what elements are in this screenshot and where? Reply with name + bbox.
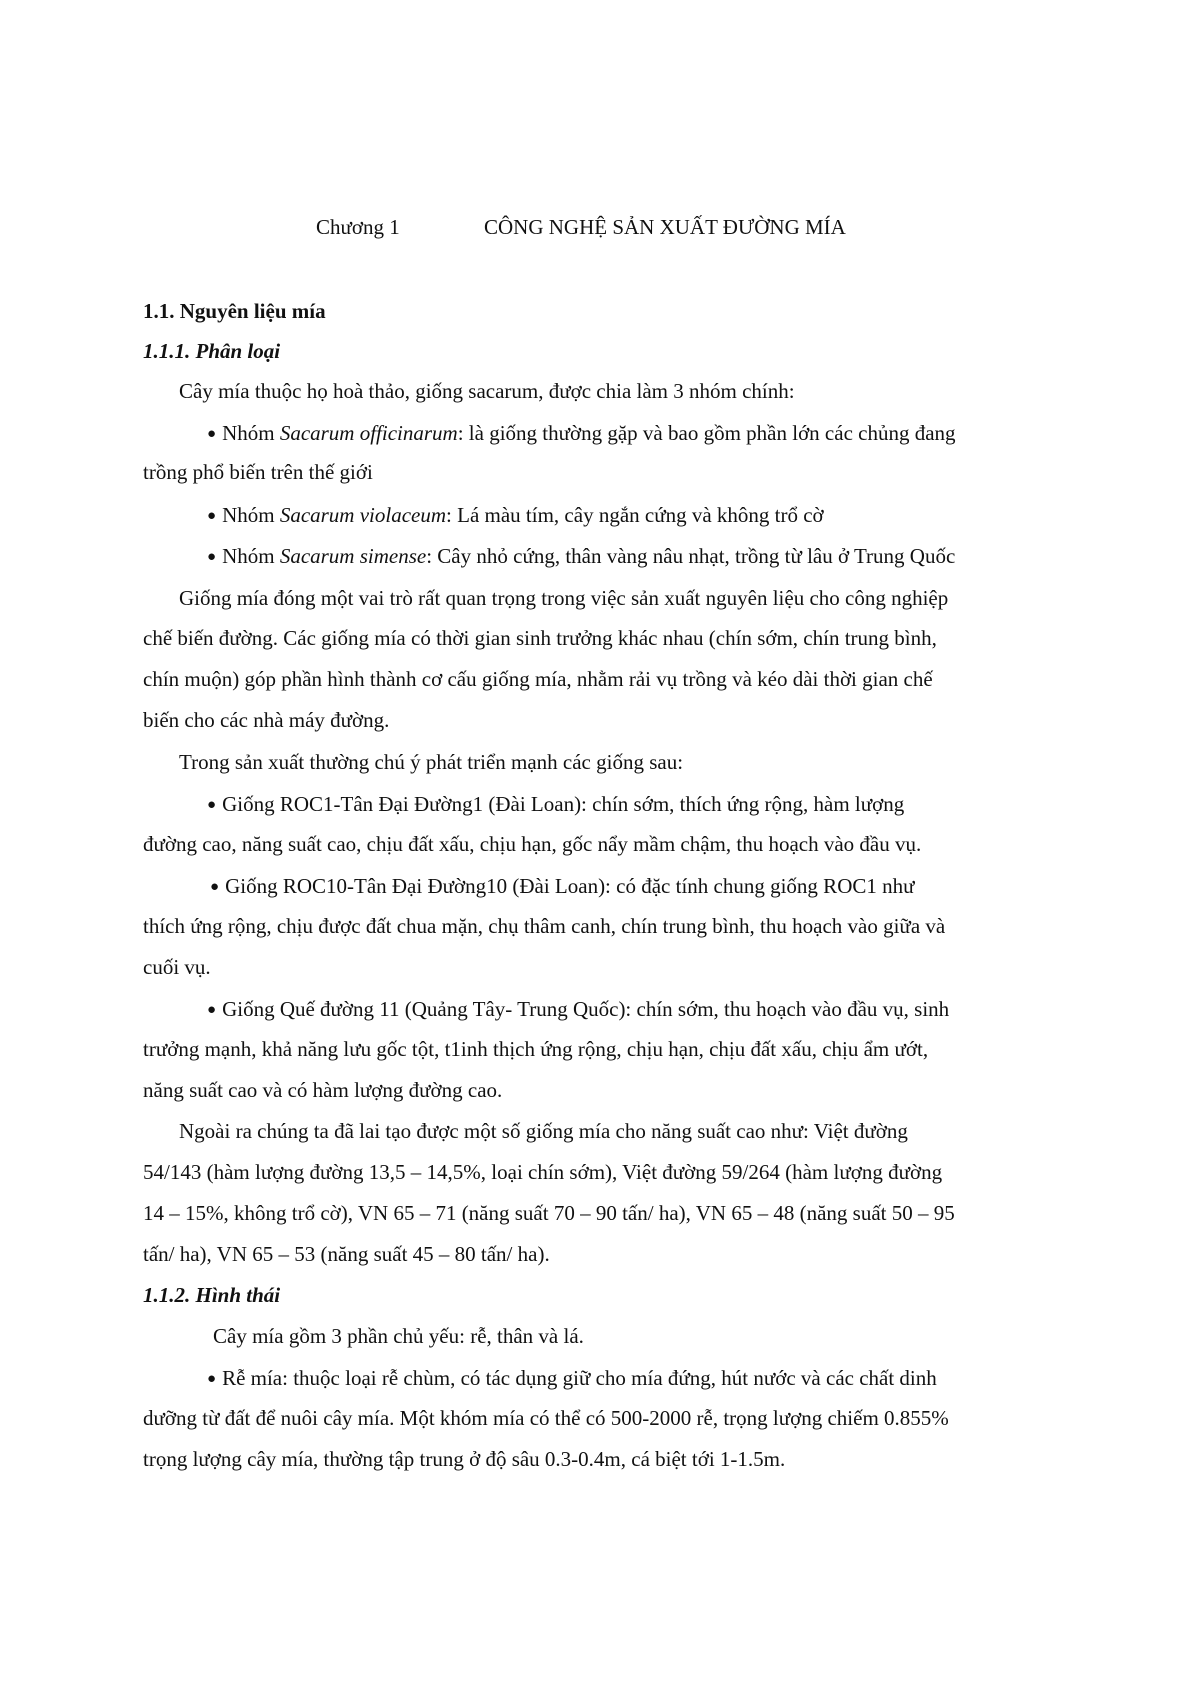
paragraph-bred-line: Ngoài ra chúng ta đã lai tạo được một số giống mía cho năng suất cao như: Việt đường	[179, 1119, 908, 1143]
chapter-title: CÔNG NGHỆ SẢN XUẤT ĐƯỜNG MÍA	[484, 215, 846, 239]
bullet-icon: ●	[207, 1371, 217, 1387]
paragraph-classification: Cây mía thuộc họ hoà thảo, giống sacarum, được chia làm 3 nhóm chính:	[179, 379, 795, 403]
bullet-icon: ●	[210, 879, 220, 895]
list-item-roc10-cont: cuối vụ.	[143, 955, 211, 979]
list-item-que-duong-cont: trưởng mạnh, khả năng lưu gốc tột, t1inh thịch ứng rộng, chịu hạn, chịu đất xấu, chịu ẩm ướt,	[143, 1037, 929, 1061]
section-heading-1-1-1: 1.1.1. Phân loại	[143, 339, 281, 363]
list-item-roc1-cont: đường cao, năng suất cao, chịu đất xấu, chịu hạn, gốc nẩy mầm chậm, thu hoạch vào đầu vụ.	[143, 832, 922, 856]
list-item-roc10-cont: thích ứng rộng, chịu được đất chua mặn, chụ thâm canh, chín trung bình, thu hoạch vào giữa và	[143, 914, 946, 938]
list-item-roc10: ● Giống ROC10-Tân Đại Đường10 (Đài Loan): có đặc tính chung giống ROC1 như	[210, 874, 915, 898]
species-name: Sacarum violaceum	[279, 503, 447, 527]
list-item-violaceum: ● Nhóm Sacarum violaceum: Lá màu tím, cây ngắn cứng và không trổ cờ	[207, 503, 824, 527]
list-item-roots-cont: trọng lượng cây mía, thường tập trung ở độ sâu 0.3-0.4m, cá biệt tới 1-1.5m.	[143, 1447, 786, 1471]
paragraph-varieties-line: Giống mía đóng một vai trò rất quan trọng trong việc sản xuất nguyên liệu cho công nghiệp	[179, 586, 949, 610]
paragraph-parts: Cây mía gồm 3 phần chủ yếu: rễ, thân và lá.	[213, 1324, 584, 1348]
list-item-roc1: ● Giống ROC1-Tân Đại Đường1 (Đài Loan): chín sớm, thích ứng rộng, hàm lượng	[207, 792, 905, 816]
paragraph-varieties-line: chế biến đường. Các giống mía có thời gian sinh trưởng khác nhau (chín sớm, chín trung bình,	[143, 626, 937, 650]
list-item-officinarum-cont: trồng phổ biến trên thế giới	[143, 460, 373, 484]
list-item-simense: ● Nhóm Sacarum simense: Cây nhỏ cứng, thân vàng nâu nhạt, trồng từ lâu ở Trung Quốc	[207, 544, 956, 568]
list-item-que-duong: ● Giống Quế đường 11 (Quảng Tây- Trung Quốc): chín sớm, thu hoạch vào đầu vụ, sinh	[207, 997, 950, 1021]
section-heading-1-1: 1.1. Nguyên liệu mía	[143, 299, 326, 323]
paragraph-bred-line: 14 – 15%, không trổ cờ), VN 65 – 71 (năng suất 70 – 90 tấn/ ha), VN 65 – 48 (năng suất 50 – 95	[143, 1201, 955, 1225]
paragraph-bred-line: 54/143 (hàm lượng đường 13,5 – 14,5%, loại chín sớm), Việt đường 59/264 (hàm lượng đường	[143, 1160, 943, 1184]
list-item-officinarum: ● Nhóm Sacarum officinarum: là giống thường gặp và bao gồm phần lớn các chủng đang	[207, 421, 956, 445]
list-item-roots-cont: dưỡng từ đất để nuôi cây mía. Một khóm mía có thể có 500-2000 rễ, trọng lượng chiếm 0.855%	[143, 1406, 949, 1430]
species-name: Sacarum officinarum	[279, 421, 458, 445]
bullet-icon: ●	[207, 549, 217, 565]
species-name: Sacarum simense	[279, 544, 427, 568]
bullet-icon: ●	[207, 1002, 217, 1018]
list-item-que-duong-cont: năng suất cao và có hàm lượng đường cao.	[143, 1078, 503, 1102]
chapter-number: Chương 1	[316, 215, 400, 239]
paragraph-varieties-line: chín muộn) góp phần hình thành cơ cấu giống mía, nhằm rải vụ trồng và kéo dài thời gian chế	[143, 667, 933, 691]
bullet-icon: ●	[207, 508, 217, 524]
bullet-icon: ●	[207, 797, 217, 813]
bullet-icon: ●	[207, 426, 217, 442]
list-item-roots: ● Rễ mía: thuộc loại rễ chùm, có tác dụng giữ cho mía đứng, hút nước và các chất dinh	[207, 1366, 937, 1390]
paragraph-varieties-line: biến cho các nhà máy đường.	[143, 708, 390, 732]
section-heading-1-1-2: 1.1.2. Hình thái	[143, 1283, 281, 1307]
paragraph-develop: Trong sản xuất thường chú ý phát triển mạnh các giống sau:	[179, 750, 684, 774]
paragraph-bred-line: tấn/ ha), VN 65 – 53 (năng suất 45 – 80 tấn/ ha).	[143, 1242, 550, 1266]
